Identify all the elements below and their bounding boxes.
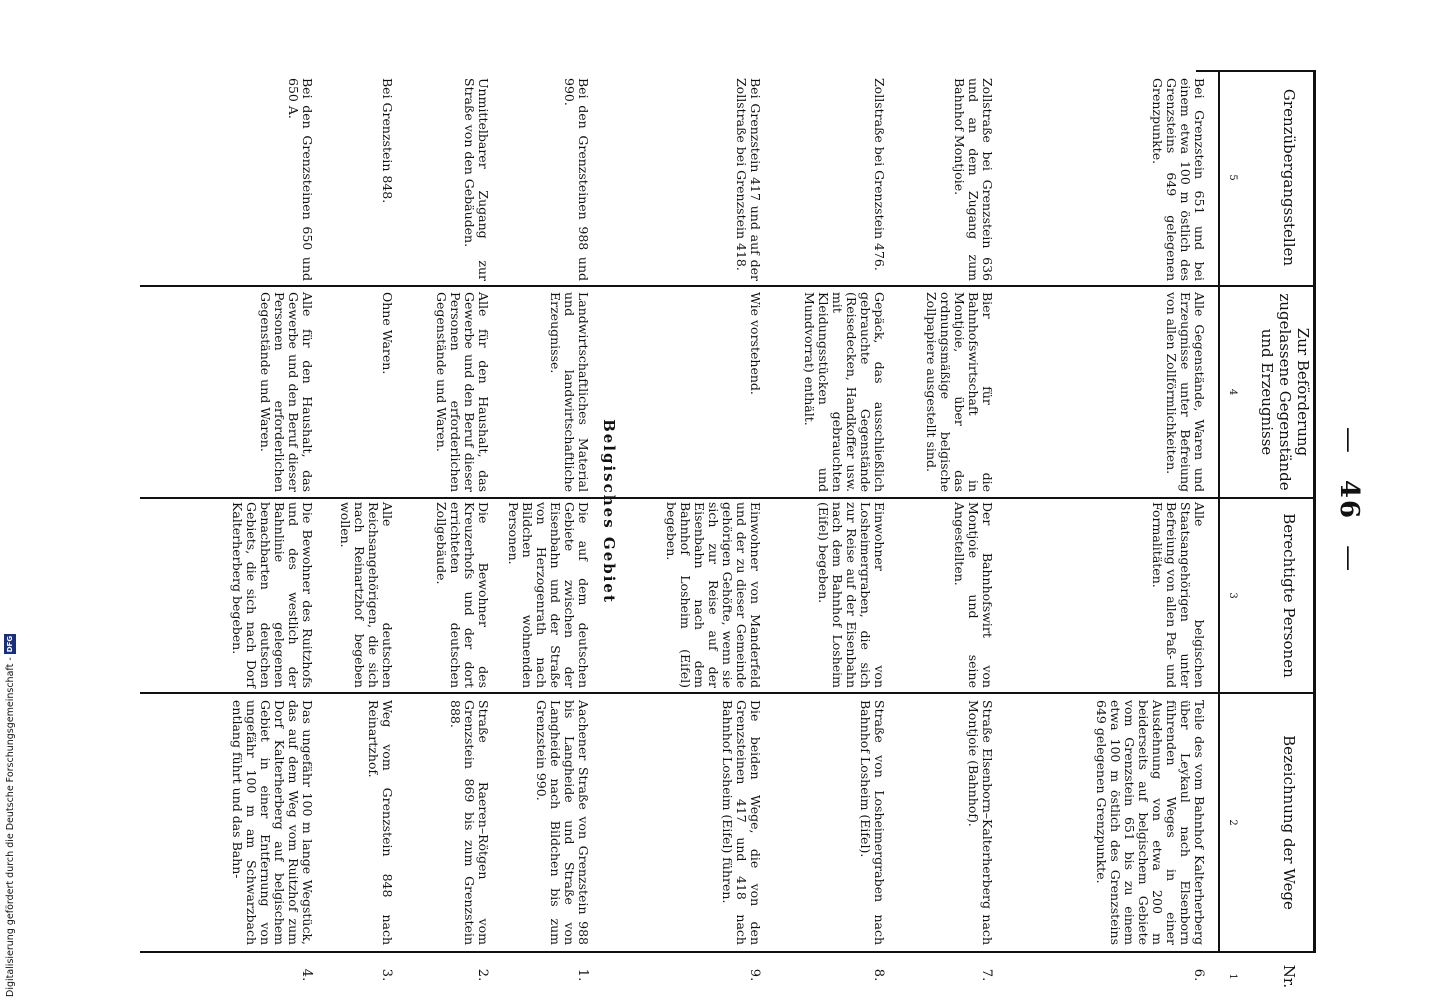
row-befoerderung: Wie vorstehend. — [748, 292, 763, 395]
row-berechtigte: Die Bewohner des Ruitzhofs und des westlich der Bahnlinie gelegenen benachbarten deutschen Gebiets, die sich nach Dorf Kalterherberg begeben. — [230, 502, 315, 688]
row-grenzuebergang: Bei den Grenzsteinen 988 und 990. — [562, 78, 591, 281]
row-number: 3. — [379, 968, 394, 982]
row-befoerderung: Alle für den Haushalt, das Gewerbe und den Beruf dieser Personen erforderlichen Gegenstände und Waren. — [434, 292, 491, 492]
row-number: 9. — [747, 968, 762, 982]
header-nr: Nr. — [1280, 964, 1298, 989]
row-grenzuebergang: Bei Grenzstein 417 und auf der Zollstraße bei Grenzstein 418. — [734, 78, 763, 281]
column-rule-1 — [140, 285, 1316, 287]
row-number: 2. — [475, 968, 490, 982]
page-number-value: 46 — [1334, 479, 1364, 521]
row-berechtigte: Alle deutschen Reichsangehörigen, die sich nach Reinartzhof begeben wollen. — [338, 502, 395, 688]
row-number: 8. — [871, 968, 886, 982]
page-number-dash-right: — — [1334, 545, 1364, 574]
row-befoerderung: Alle Gegenstände, Waren und Erzeugnisse unter Befreiung von allen Zollförmlichkeiten. — [1164, 292, 1207, 492]
page-number — [1334, 0, 1364, 1000]
row-berechtigte: Der Bahnhofswirt von Montjoie und seine Angestellten. — [952, 502, 995, 688]
header-grenzuebergang: Grenzübergangsstellen — [1280, 88, 1298, 267]
column-rule-3 — [140, 692, 1316, 694]
header-berechtigte: Berechtigte Personen — [1280, 513, 1298, 678]
row-bezeichnung: Straße von Losheimergraben nach Bahnhof Losheim (Eifel). — [858, 700, 887, 945]
row-number: 7. — [979, 968, 994, 982]
row-berechtigte: Alle belgischen Staatsangehörigen unter Befreiung von allen Paß- und Formalitäten. — [1150, 502, 1207, 688]
header-bezeichnung: Bezeichnung der Wege — [1280, 735, 1298, 910]
row-berechtigte: Einwohner von Losheimergraben, die sich zur Reise auf der Eisenbahn nach dem Bahnhof Losheim (Eifel) begeben. — [816, 502, 887, 688]
row-grenzuebergang: Bei Grenzstein 651 und bei einem etwa 100 m östlich des Grenzsteins 649 gelegenen Grenzpunkte. — [1150, 78, 1207, 281]
row-bezeichnung: Straße Elsenborn–Kalterherberg nach Montjoie (Bahnhof). — [966, 700, 995, 945]
column-rule-2 — [140, 497, 1316, 499]
digitization-credit — [3, 605, 17, 997]
page-number-dash-left: — — [1334, 426, 1364, 455]
row-bezeichnung: Die beiden Wege, die von den Grenzsteinen 417 und 418 nach Bahnhof Losheim (Eifel) führen. — [720, 700, 763, 945]
row-number: 4. — [299, 968, 314, 982]
row-number: 1. — [575, 968, 590, 982]
dfg-logo: DFG — [6, 635, 14, 653]
row-grenzuebergang: Zollstraße bei Grenzstein 476. — [872, 78, 887, 271]
row-bezeichnung: Aachener Straße von Grenzstein 988 bis Langheide und Straße von Langheide nach Bildchen bis zum Grenzstein 990. — [534, 700, 591, 945]
column-number-5: 5 — [1227, 174, 1238, 181]
row-befoerderung: Gepäck, das ausschließlich gebrauchte Gegenstände (Reisedecken, Handkoffer usw. mit gebrauchten Kleidungsstücken und Mundvorrat) enthält. — [802, 292, 887, 492]
row-befoerderung: Ohne Waren. — [380, 292, 395, 375]
header-befoerderung: Zur Beförderung zugelassene Gegenstände und Erzeugnisse — [1258, 293, 1312, 491]
row-bezeichnung: Weg vom Grenzstein 848 nach Reinartzhof. — [366, 700, 395, 945]
header-rule — [1218, 70, 1220, 953]
column-number-3: 3 — [1227, 592, 1238, 599]
row-number: 6. — [1191, 968, 1206, 982]
row-grenzuebergang: Zollstraße bei Grenzstein 636 und an dem Zugang zum Bahnhof Montjoie. — [952, 78, 995, 281]
column-number-4: 4 — [1227, 388, 1238, 396]
row-berechtigte: Einwohner von Manderfeld und der zu dieser Gemeinde gehörigen Gehöfte, wenn sie sich zur Reise auf der Eisenbahn nach dem Bahnhof Losheim (Eifel) begeben. — [664, 502, 763, 688]
row-berechtigte: Die auf dem deutschen Gebiete zwischen der Eisenbahn und der Straße von Herzogenrath nach Bildchen wohnenden Personen. — [506, 502, 591, 688]
row-grenzuebergang: Unmittelbarer Zugang zur Straße von den Gebäuden. — [462, 78, 491, 281]
row-grenzuebergang: Bei Grenzstein 848. — [380, 78, 395, 204]
column-rule-left — [1196, 70, 1316, 72]
section-heading: Belgisches Gebiet — [600, 419, 618, 604]
row-berechtigte: Die Bewohner des Kreuzerhofs und der dort errichteten deutschen Zollgebäude. — [434, 502, 491, 688]
digitization-credit-text: Digitalisierung gefördert durch die Deutsche Forschungsgemeinschaft - — [4, 657, 16, 997]
row-bezeichnung: Teile des vom Bahnhof Kalterherberg über Leykaul nach Elsenborn führenden Weges in einer Ausdehnung von etwa 200 m beiderseits auf belgischem Gebiete vom Grenzstein 651 bis zu einem etwa 100 m östlich des Grenzsteins 649 gelegenen Grenzpunkte. — [1094, 700, 1207, 945]
row-grenzuebergang: Bei den Grenzsteinen 650 und 650 A. — [286, 78, 315, 281]
row-befoerderung: Alle für den Haushalt, das Gewerbe und den Beruf dieser Personen erforderlichen Gegenstände und Waren. — [258, 292, 315, 492]
row-befoerderung: Landwirtschaftliches Material und landwirtschaftliche Erzeugnisse. — [548, 292, 591, 492]
column-number-2: 2 — [1227, 819, 1238, 826]
column-number-1: 1 — [1227, 973, 1238, 980]
row-bezeichnung: Das ungefähr 100 m lange Wegstück, das auf dem Weg vom Ruitzhof zum Dorf Kalterherberg auf belgischem Gebiet in einer Entfernung von ungefähr 100 m am Schwarzbach entlang führt und das Bahn- — [230, 700, 315, 945]
column-rule-right — [140, 951, 1316, 953]
table-top-rule — [1313, 70, 1316, 953]
row-befoerderung: Bier für die Bahnhofswirtschaft in Montjoie, über das ordnungsmäßige belgische Zollpapiere ausgestellt sind. — [924, 292, 995, 492]
row-bezeichnung: Straße Raeren–Rötgen vom Grenzstein 869 bis zum Grenzstein 888. — [448, 700, 491, 945]
